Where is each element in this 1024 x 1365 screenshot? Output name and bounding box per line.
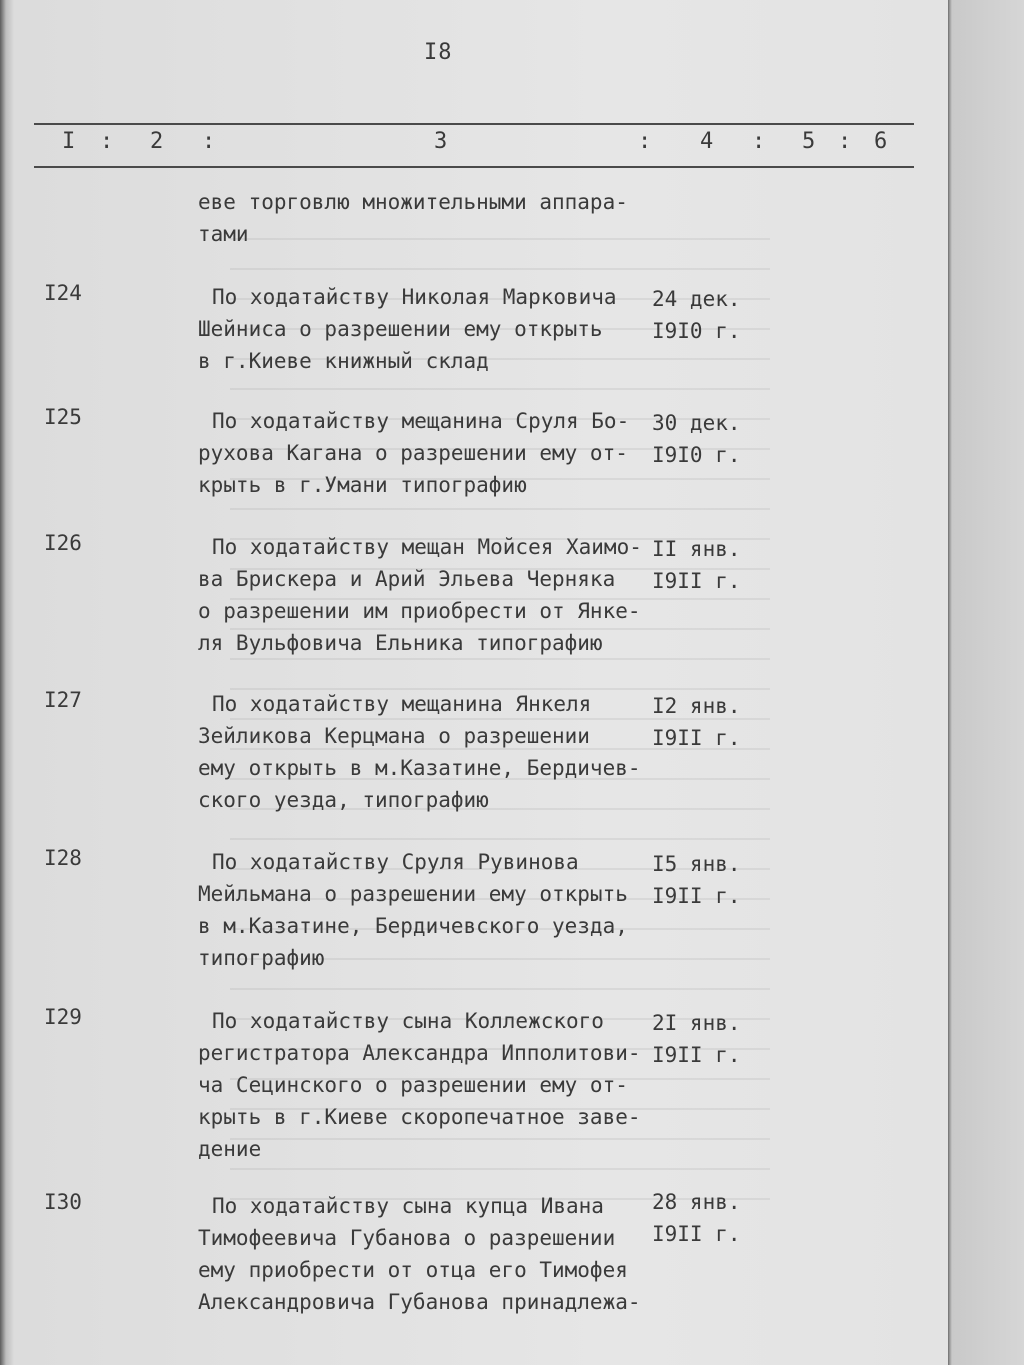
description-line: По ходатайству сына Коллежского (212, 1009, 604, 1033)
column-separator: : (202, 129, 216, 154)
description-line: крыть в г.Умани типографию (198, 473, 527, 497)
column-separator: : (638, 129, 652, 154)
description-line: ского уезда, типографию (198, 788, 489, 812)
header-rule-bottom (34, 166, 914, 168)
entry-date-year: I9II г. (652, 569, 741, 593)
description-line: о разрешении им приобрести от Янке- (198, 599, 641, 623)
description-line: Александровича Губанова принадлежа- (198, 1290, 641, 1314)
column-separator: : (752, 129, 766, 154)
description-line: По ходатайству Николая Марковича (212, 285, 617, 309)
entry-date-day: 28 янв. (652, 1190, 741, 1214)
description-line: в м.Казатине, Бердичевского уезда, (198, 914, 628, 938)
description-line: в г.Киеве книжный склад (198, 349, 489, 373)
column-header-5: 5 (802, 129, 816, 154)
column-separator: : (838, 129, 852, 154)
description-line: дение (198, 1137, 262, 1161)
entry-number: I29 (44, 1005, 82, 1029)
description-line: По ходатайству Сруля Рувинова (212, 850, 579, 874)
description-line: рухова Кагана о разрешении ему от- (198, 441, 628, 465)
description-line: Тимофеевича Губанова о разрешении (198, 1226, 616, 1250)
description-line: ему приобрести от отца его Тимофея (198, 1258, 628, 1282)
description-line: крыть в г.Киеве скоропечатное заве- (198, 1105, 641, 1129)
entry-number: I28 (44, 846, 82, 870)
entry-number: I27 (44, 688, 82, 712)
entry-date-day: I5 янв. (652, 852, 741, 876)
column-header-6: 6 (874, 129, 888, 154)
entry-date-year: I9II г. (652, 1043, 741, 1067)
entry-number: I30 (44, 1190, 82, 1214)
description-line: регистратора Александра Ипполитови- (198, 1041, 641, 1065)
description-line: Зейликова Керцмана о разрешении (198, 724, 590, 748)
entry-date-year: I9II г. (652, 884, 741, 908)
description-line: По ходатайству мещан Мойсея Хаимо- (212, 535, 642, 559)
column-header-3: 3 (434, 129, 448, 154)
entry-date-day: I2 янв. (652, 694, 741, 718)
entry-date-day: 24 дек. (652, 287, 741, 311)
entry-date-day: 2I янв. (652, 1011, 741, 1035)
description-line: типографию (198, 946, 325, 970)
column-header-1: I (62, 129, 76, 154)
description-line: Шейниса о разрешении ему открыть (198, 317, 603, 341)
column-header-2: 2 (150, 129, 164, 154)
description-line: По ходатайству сына купца Ивана (212, 1194, 604, 1218)
description-line: тами (198, 222, 249, 246)
entry-date-year: I9I0 г. (652, 443, 741, 467)
description-line: По ходатайству мещанина Сруля Бо- (212, 409, 630, 433)
entry-date-year: I9II г. (652, 1222, 741, 1246)
entry-date-day: 30 дек. (652, 411, 741, 435)
entry-number: I25 (44, 405, 82, 429)
entry-date-year: I9I0 г. (652, 319, 741, 343)
description-line: ему открыть в м.Казатине, Бердичев- (198, 756, 641, 780)
header-rule-top (34, 123, 914, 125)
description-line: ва Брискера и Арий Эльева Черняка (198, 567, 616, 591)
entry-date-day: II янв. (652, 537, 741, 561)
description-line: Мейльмана о разрешении ему открыть (198, 882, 628, 906)
column-separator: : (100, 129, 114, 154)
entry-date-year: I9II г. (652, 726, 741, 750)
entry-number: I26 (44, 531, 82, 555)
description-line: ча Сецинского о разрешении ему от- (198, 1073, 628, 1097)
description-line: По ходатайству мещанина Янкеля (212, 692, 592, 716)
description-line: ля Вульфовича Ельника типографию (198, 631, 603, 655)
entry-number: I24 (44, 281, 82, 305)
adjacent-page-edge (948, 0, 1024, 1365)
column-header-4: 4 (700, 129, 714, 154)
description-line: еве торговлю множительными аппара- (198, 190, 628, 214)
page-number: I8 (424, 40, 453, 65)
